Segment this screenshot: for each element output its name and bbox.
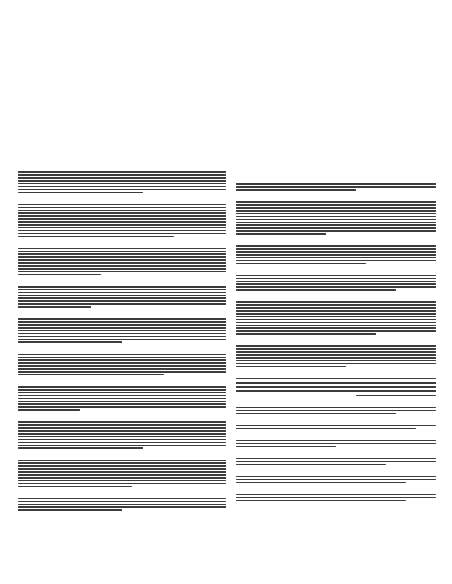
text-line (18, 212, 226, 214)
text-line (18, 341, 122, 343)
text-line (236, 216, 436, 218)
text-line (18, 236, 174, 238)
text-line (18, 204, 226, 206)
text-line (18, 330, 226, 332)
text-line (236, 183, 436, 185)
text-line (18, 248, 226, 250)
text-line (18, 506, 226, 508)
left-paragraph-2 (18, 202, 226, 238)
text-line (236, 213, 436, 215)
text-line (18, 386, 226, 388)
text-line (236, 425, 436, 427)
text-line (236, 446, 336, 448)
text-line (18, 427, 226, 429)
text-line (236, 260, 436, 262)
text-line (236, 360, 436, 362)
text-line (18, 192, 143, 194)
text-line (18, 321, 226, 323)
text-line (236, 345, 436, 347)
text-line (18, 177, 226, 179)
left-paragraph-6 (18, 352, 226, 376)
text-line (236, 283, 436, 285)
text-line (236, 248, 436, 250)
text-line (18, 295, 226, 297)
text-line (236, 304, 436, 306)
right-paragraph-4 (236, 273, 436, 292)
text-line (236, 440, 436, 442)
text-line (18, 256, 226, 258)
right-paragraph-6 (236, 344, 436, 368)
left-paragraph-1 (18, 170, 226, 194)
text-line (18, 354, 226, 356)
text-line (236, 479, 436, 481)
text-line (18, 251, 226, 253)
text-line (236, 494, 436, 496)
text-line (236, 390, 436, 392)
text-line (18, 424, 226, 426)
text-line (18, 445, 226, 447)
text-line (18, 389, 226, 391)
text-line (236, 210, 436, 212)
text-line (18, 210, 226, 212)
text-line (18, 292, 226, 294)
text-line (18, 436, 226, 438)
text-line (236, 222, 436, 224)
text-line (236, 413, 396, 415)
text-line (236, 386, 436, 388)
text-line (18, 486, 132, 488)
text-line (18, 477, 226, 479)
text-line (18, 259, 226, 261)
text-line (236, 278, 436, 280)
text-line (18, 262, 226, 264)
text-line (18, 362, 226, 364)
right-paragraph-7 (236, 377, 436, 398)
text-line (236, 289, 396, 291)
text-line (18, 401, 226, 403)
text-line (18, 368, 226, 370)
text-line (18, 224, 226, 226)
text-line (18, 327, 226, 329)
text-line (18, 218, 226, 220)
text-line (18, 409, 80, 411)
text-line (18, 430, 226, 432)
text-line (18, 357, 226, 359)
text-line (18, 468, 226, 470)
left-paragraph-10 (18, 496, 226, 512)
text-line (18, 460, 226, 462)
text-line (236, 275, 436, 277)
text-line (236, 224, 436, 226)
text-line (236, 363, 436, 365)
text-line (18, 406, 226, 408)
text-line (18, 471, 226, 473)
text-line (236, 186, 436, 188)
text-line (18, 207, 226, 209)
text-line (18, 498, 226, 500)
text-line (236, 313, 436, 315)
right-paragraph-8 (236, 405, 436, 415)
left-paragraph-8 (18, 420, 226, 450)
text-line (18, 271, 226, 273)
text-line (18, 442, 226, 444)
text-line (236, 281, 436, 283)
text-line (18, 421, 226, 423)
text-line (18, 180, 226, 182)
text-line (18, 274, 101, 276)
text-line (18, 227, 226, 229)
text-line (18, 480, 226, 482)
text-line (236, 357, 436, 359)
text-line (236, 245, 436, 247)
right-paragraph-9 (236, 423, 436, 430)
right-text-column (236, 0, 436, 584)
text-line (236, 322, 436, 324)
left-paragraph-7 (18, 385, 226, 412)
text-line (236, 428, 416, 430)
text-line (18, 318, 226, 320)
text-line (236, 227, 436, 229)
left-paragraph-3 (18, 246, 226, 276)
text-line (236, 482, 406, 484)
text-line (236, 207, 436, 209)
left-paragraph-9 (18, 458, 226, 488)
text-line (18, 465, 226, 467)
text-line (18, 186, 226, 188)
right-paragraph-1 (236, 182, 436, 192)
text-line (18, 392, 226, 394)
text-line (236, 307, 436, 309)
text-line (18, 324, 226, 326)
text-line (18, 221, 226, 223)
text-line (18, 215, 226, 217)
right-paragraph-13 (236, 492, 436, 502)
left-paragraph-4 (18, 285, 226, 309)
text-line (18, 189, 226, 191)
text-line (236, 263, 366, 265)
text-line (18, 365, 226, 367)
text-line (18, 339, 226, 341)
right-paragraph-10 (236, 439, 436, 449)
text-line (356, 395, 436, 397)
text-line (18, 474, 226, 476)
text-line (236, 330, 436, 332)
text-line (236, 476, 436, 478)
text-line (236, 333, 376, 335)
text-line (18, 297, 226, 299)
text-line (236, 257, 436, 259)
text-line (236, 230, 436, 232)
text-line (18, 333, 226, 335)
left-text-column (18, 0, 226, 584)
text-line (18, 398, 226, 400)
text-line (236, 366, 346, 368)
text-line (18, 395, 226, 397)
text-line (236, 254, 436, 256)
text-line (236, 327, 436, 329)
text-line (236, 233, 326, 235)
text-line (236, 201, 436, 203)
text-line (18, 447, 143, 449)
text-line (18, 359, 226, 361)
text-line (18, 268, 226, 270)
text-line (18, 253, 226, 255)
right-paragraph-2 (236, 200, 436, 236)
text-line (236, 286, 436, 288)
text-line (236, 500, 406, 502)
text-line (236, 458, 436, 460)
text-line (236, 316, 436, 318)
text-line (18, 233, 226, 235)
text-line (18, 171, 226, 173)
text-line (18, 374, 164, 376)
text-line (18, 336, 226, 338)
text-line (236, 351, 436, 353)
text-line (18, 433, 226, 435)
text-line (236, 319, 436, 321)
text-line (18, 174, 226, 176)
text-line (18, 504, 226, 506)
text-line (18, 306, 91, 308)
text-line (236, 301, 436, 303)
text-line (236, 325, 436, 327)
text-line (18, 303, 226, 305)
text-line (236, 219, 436, 221)
text-line (236, 443, 436, 445)
text-line (18, 462, 226, 464)
text-line (236, 204, 436, 206)
text-line (18, 286, 226, 288)
paragraph-spacer (18, 515, 226, 520)
text-line (236, 382, 436, 384)
right-paragraph-12 (236, 474, 436, 484)
right-paragraph-11 (236, 456, 436, 466)
left-paragraph-5 (18, 317, 226, 344)
text-line (236, 497, 436, 499)
text-line (18, 289, 226, 291)
text-line (236, 189, 356, 191)
text-line (236, 348, 436, 350)
text-line (18, 183, 226, 185)
text-line (236, 407, 436, 409)
text-line (18, 300, 226, 302)
text-line (236, 310, 436, 312)
text-line (18, 501, 226, 503)
text-line (18, 439, 226, 441)
text-line (18, 403, 226, 405)
text-line (236, 378, 436, 380)
paragraph-spacer (236, 505, 436, 510)
text-line (236, 354, 436, 356)
right-paragraph-3 (236, 244, 436, 266)
text-line (236, 464, 386, 466)
text-line (18, 483, 226, 485)
text-line (18, 265, 226, 267)
text-line (18, 230, 226, 232)
text-line (236, 251, 436, 253)
right-paragraph-5 (236, 300, 436, 336)
text-line (236, 461, 436, 463)
text-line (18, 509, 122, 511)
text-line (236, 410, 436, 412)
text-line (18, 371, 226, 373)
